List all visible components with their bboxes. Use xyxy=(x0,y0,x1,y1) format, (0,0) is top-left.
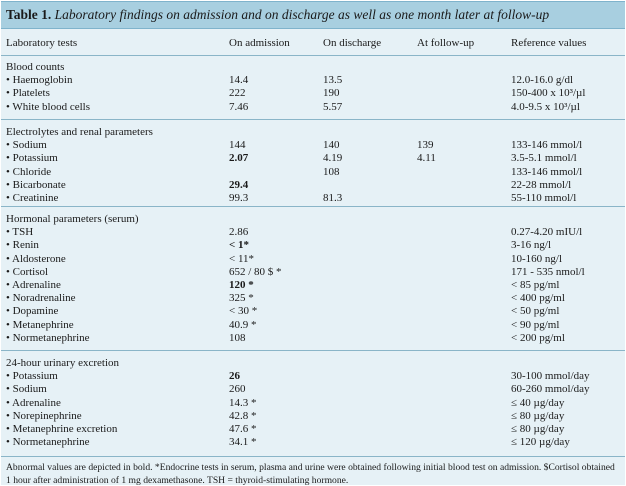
cell-test: • Adrenaline xyxy=(6,396,61,409)
cell-admission: 144 xyxy=(229,139,246,152)
table-title-label: Table 1. xyxy=(6,7,52,22)
section-rule xyxy=(1,350,625,351)
cell-admission: 325 * xyxy=(229,292,254,305)
cell-test: • Sodium xyxy=(6,383,47,396)
section-rule xyxy=(1,206,625,207)
cell-admission: < 11* xyxy=(229,252,255,265)
cell-admission: 40.9 * xyxy=(229,318,257,331)
cell-admission: 260 xyxy=(229,383,246,396)
cell-reference: 60-260 mmol/day xyxy=(511,383,590,396)
cell-reference: 171 - 535 nmol/l xyxy=(511,265,585,278)
cell-admission: 14.4 xyxy=(229,74,249,87)
lab-findings-table xyxy=(1,1,625,485)
cell-followup: 4.11 xyxy=(417,152,436,165)
cell-admission: 2.86 xyxy=(229,226,249,239)
cell-test: • Haemoglobin xyxy=(6,74,73,87)
cell-test: • Dopamine xyxy=(6,305,59,318)
cell-reference: < 400 pg/ml xyxy=(511,292,565,305)
cell-discharge: 140 xyxy=(323,139,340,152)
table-title-text: Laboratory findings on admission and on discharge as well as one month later at follow-up xyxy=(54,7,550,22)
cell-reference: 3.5-5.1 mmol/l xyxy=(511,152,577,165)
cell-admission: 652 / 80 $ * xyxy=(229,265,282,278)
cell-reference: 22-28 mmol/l xyxy=(511,178,572,191)
cell-test: • Metanephrine xyxy=(6,318,74,331)
cell-test: • Adrenaline xyxy=(6,279,61,291)
cell-test: • Normetanephrine xyxy=(6,436,90,449)
cell-reference: ≤ 120 µg/day xyxy=(511,436,570,449)
column-header-tests: Laboratory tests xyxy=(6,37,78,49)
cell-followup: 139 xyxy=(417,139,434,152)
cell-test: • Normetanephrine xyxy=(6,331,90,344)
cell-admission: 108 xyxy=(229,331,246,344)
column-header-reference: Reference values xyxy=(511,37,587,49)
cell-admission: 29.4 xyxy=(229,178,249,191)
cell-reference: ≤ 80 µg/day xyxy=(511,409,565,422)
cell-reference: 150-400 x 10³/µl xyxy=(511,87,586,100)
cell-reference: ≤ 80 µg/day xyxy=(511,423,565,435)
cell-discharge: 81.3 xyxy=(323,192,343,204)
cell-reference: ≤ 40 µg/day xyxy=(511,396,565,409)
column-header-followup: At follow-up xyxy=(417,37,475,49)
cell-admission: 26 xyxy=(229,370,240,383)
cell-test: • Cortisol xyxy=(6,265,49,278)
cell-admission: 7.46 xyxy=(229,100,249,113)
footer-rule xyxy=(1,456,625,457)
header-rule xyxy=(1,55,625,56)
cell-test: • Chloride xyxy=(6,165,52,178)
cell-admission: 47.6 * xyxy=(229,423,257,435)
cell-reference: 3-16 ng/l xyxy=(511,239,552,252)
cell-test: • White blood cells xyxy=(6,100,90,113)
table-title xyxy=(1,1,625,29)
cell-admission: 120 * xyxy=(229,279,254,291)
section-heading: 24-hour urinary excretion xyxy=(6,357,120,369)
cell-test: • Sodium xyxy=(6,139,47,152)
cell-test: • Noradrenaline xyxy=(6,292,76,305)
cell-reference: 30-100 mmol/day xyxy=(511,370,590,383)
cell-admission: 42.8 * xyxy=(229,409,257,422)
cell-test: • Metanephrine excretion xyxy=(6,423,118,435)
cell-admission: 34.1 * xyxy=(229,436,257,449)
cell-test: • Bicarbonate xyxy=(6,178,66,191)
cell-admission: 2.07 xyxy=(229,152,249,165)
cell-admission: 99.3 xyxy=(229,192,249,204)
cell-reference: < 200 pg/ml xyxy=(511,331,565,344)
cell-discharge: 190 xyxy=(323,87,340,100)
cell-reference: < 85 pg/ml xyxy=(511,279,560,291)
cell-admission: < 1* xyxy=(229,239,250,252)
cell-test: • Aldosterone xyxy=(6,252,66,265)
section-rule xyxy=(1,119,625,120)
cell-test: • Renin xyxy=(6,239,39,252)
section-heading: Electrolytes and renal parameters xyxy=(6,126,153,138)
cell-discharge: 5.57 xyxy=(323,100,343,113)
cell-test: • Norepinephrine xyxy=(6,409,82,422)
cell-admission: 222 xyxy=(229,87,246,100)
cell-reference: 133-146 mmol/l xyxy=(511,165,583,178)
cell-reference: 4.0-9.5 x 10³/µl xyxy=(511,100,580,113)
cell-test: • Potassium xyxy=(6,152,58,165)
section-heading: Hormonal parameters (serum) xyxy=(6,213,139,225)
section-heading: Blood counts xyxy=(6,61,65,73)
cell-test: • TSH xyxy=(6,226,34,239)
cell-discharge: 108 xyxy=(323,165,340,178)
cell-admission: 14.3 * xyxy=(229,396,257,409)
cell-test: • Potassium xyxy=(6,370,58,383)
cell-reference: 10-160 ng/l xyxy=(511,252,563,265)
column-header-discharge: On discharge xyxy=(323,37,382,49)
cell-reference: 55-110 mmol/l xyxy=(511,192,577,204)
cell-test: • Creatinine xyxy=(6,192,59,204)
cell-discharge: 4.19 xyxy=(323,152,343,165)
cell-discharge: 13.5 xyxy=(323,74,343,87)
column-header-admission: On admission xyxy=(229,37,290,49)
cell-test: • Platelets xyxy=(6,87,50,100)
cell-reference: < 50 pg/ml xyxy=(511,305,560,318)
cell-reference: 133-146 mmol/l xyxy=(511,139,583,152)
cell-admission: < 30 * xyxy=(229,305,258,318)
cell-reference: < 90 pg/ml xyxy=(511,318,560,331)
cell-reference: 0.27-4.20 mIU/l xyxy=(511,226,583,239)
table-footnote: Abnormal values are depicted in bold. *Endocrine tests in serum, plasma and urine were obtained following initial blood test on admission. $Cortisol obtained 1 hour after administration of 1 mg dexamethasone. TSH = thyroid-stimulating hormone. xyxy=(6,462,615,486)
cell-reference: 12.0-16.0 g/dl xyxy=(511,74,574,87)
